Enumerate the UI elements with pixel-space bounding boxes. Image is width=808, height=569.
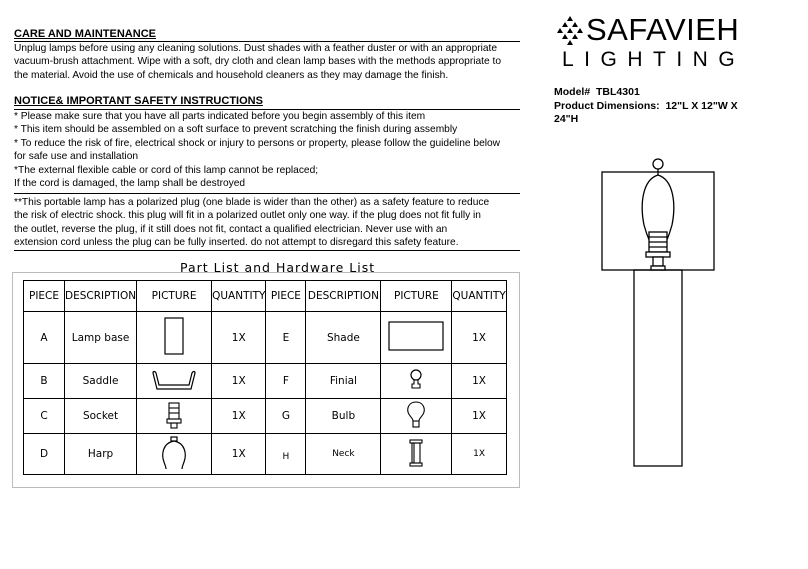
care-line: vacuum-brush attachment. Wipe with a soft, dry cloth and clean lamp bases with the methods appropriate to xyxy=(14,56,501,68)
table-row xyxy=(24,399,507,434)
quantity-cell: 1X xyxy=(452,434,506,475)
picture-cell xyxy=(381,364,452,399)
header-cell: PICTURE xyxy=(137,281,212,312)
table-row xyxy=(24,364,507,399)
saddle-icon xyxy=(149,367,199,393)
lamp-drawing xyxy=(598,150,718,480)
care-heading: CARE AND MAINTENANCE xyxy=(14,28,156,40)
brand-name: SAFAVIEH xyxy=(586,12,740,47)
picture-cell xyxy=(137,399,212,434)
piece-cell: D xyxy=(24,434,65,475)
description-cell: Neck xyxy=(306,434,381,475)
table-header-row xyxy=(24,281,507,312)
table-row xyxy=(24,312,507,364)
model-value: TBL4301 xyxy=(596,86,640,98)
quantity-cell: 1X xyxy=(212,312,266,364)
plug-text xyxy=(14,196,489,250)
description-cell: Harp xyxy=(65,434,137,475)
quantity-cell: 1X xyxy=(212,364,266,399)
parts-table xyxy=(23,280,507,475)
dims-line xyxy=(554,100,738,114)
picture-cell xyxy=(137,364,212,399)
safety-line: If the cord is damaged, the lamp shall be destroyed xyxy=(14,178,246,190)
description-cell: Socket xyxy=(65,399,137,434)
model-label: Model# xyxy=(554,86,591,98)
parts-title: Part List and Hardware List xyxy=(180,260,376,275)
picture-cell xyxy=(381,434,452,475)
dims-value-2: 24"H xyxy=(554,113,579,125)
description-cell: Saddle xyxy=(65,364,137,399)
quantity-cell: 1X xyxy=(212,434,266,475)
neck-icon xyxy=(406,438,426,468)
header-cell: DESCRIPTION xyxy=(65,281,137,312)
description-cell: Shade xyxy=(306,312,381,364)
lamp-base-icon xyxy=(159,316,189,356)
shade-icon xyxy=(386,319,446,353)
piece-cell: C xyxy=(24,399,65,434)
harp-icon xyxy=(157,436,191,470)
picture-cell xyxy=(381,312,452,364)
care-line: the material. Avoid the use of chemicals and household cleaners as they may damage the finish. xyxy=(14,69,449,81)
safety-line: * This item should be assembled on a soft surface to prevent scratching the finish during assembly xyxy=(14,124,458,136)
plug-line: the risk of electric shock. this plug will fit in a polarized outlet only one way. if the plug does not fit fully in xyxy=(14,210,481,222)
model-line xyxy=(554,86,738,100)
quantity-cell: 1X xyxy=(452,312,506,364)
header-cell: PIECE xyxy=(266,281,306,312)
brand-sub: LIGHTING xyxy=(562,48,746,71)
description-cell: Lamp base xyxy=(65,312,137,364)
finial-drawing xyxy=(653,159,663,169)
base-drawing xyxy=(634,270,682,466)
header-cell: QUANTITY xyxy=(452,281,506,312)
model-info xyxy=(554,86,738,127)
description-cell: Finial xyxy=(306,364,381,399)
description-cell: Bulb xyxy=(306,399,381,434)
picture-cell xyxy=(381,399,452,434)
header-cell: DESCRIPTION xyxy=(306,281,381,312)
safety-heading: NOTICE& IMPORTANT SAFETY INSTRUCTIONS xyxy=(14,95,263,107)
quantity-cell: 1X xyxy=(452,364,506,399)
safety-line: for safe use and installation xyxy=(14,151,139,163)
dims-label: Product Dimensions: xyxy=(554,99,660,112)
quantity-cell: 1X xyxy=(452,399,506,434)
finial-icon xyxy=(408,368,424,392)
dims-value: 12"L X 12"W X xyxy=(665,99,738,112)
piece-cell: E xyxy=(266,312,306,364)
piece-cell: F xyxy=(266,364,306,399)
header-cell: PIECE xyxy=(24,281,65,312)
safety-text xyxy=(14,110,500,190)
piece-cell: A xyxy=(24,312,65,364)
care-line: Unplug lamps before using any cleaning solutions. Dust shades with a feather duster or with an appropriate xyxy=(14,43,498,54)
plug-line: **This portable lamp has a polarized plug (one blade is wider than the other) as a safety feature to reduce xyxy=(14,197,490,208)
piece-cell: B xyxy=(24,364,65,399)
header-cell: PICTURE xyxy=(381,281,452,312)
safety-line: *The external flexible cable or cord of this lamp cannot be replaced; xyxy=(14,164,319,176)
table-row xyxy=(24,434,507,475)
piece-cell: H xyxy=(266,434,306,475)
bulb-icon xyxy=(405,400,427,430)
piece-cell: G xyxy=(266,399,306,434)
safety-line: * Please make sure that you have all parts indicated before you begin assembly of this item xyxy=(14,111,426,122)
chandelier-logo-icon xyxy=(556,14,584,48)
divider xyxy=(14,193,520,194)
care-text xyxy=(14,42,501,82)
plug-line: extension cord unless the plug can be fully inserted. do not attempt to disregard this safety feature. xyxy=(14,237,459,249)
picture-cell xyxy=(137,434,212,475)
quantity-cell: 1X xyxy=(212,399,266,434)
divider xyxy=(14,250,520,251)
socket-icon xyxy=(164,401,184,429)
safety-line: * To reduce the risk of fire, electrical shock or injury to persons or property, please follow the guideline below xyxy=(14,137,501,149)
picture-cell xyxy=(137,312,212,364)
header-cell: QUANTITY xyxy=(212,281,266,312)
plug-line: the outlet, reverse the plug, if it still does not fit, contact a qualified electrician. Never use with an xyxy=(14,223,448,235)
